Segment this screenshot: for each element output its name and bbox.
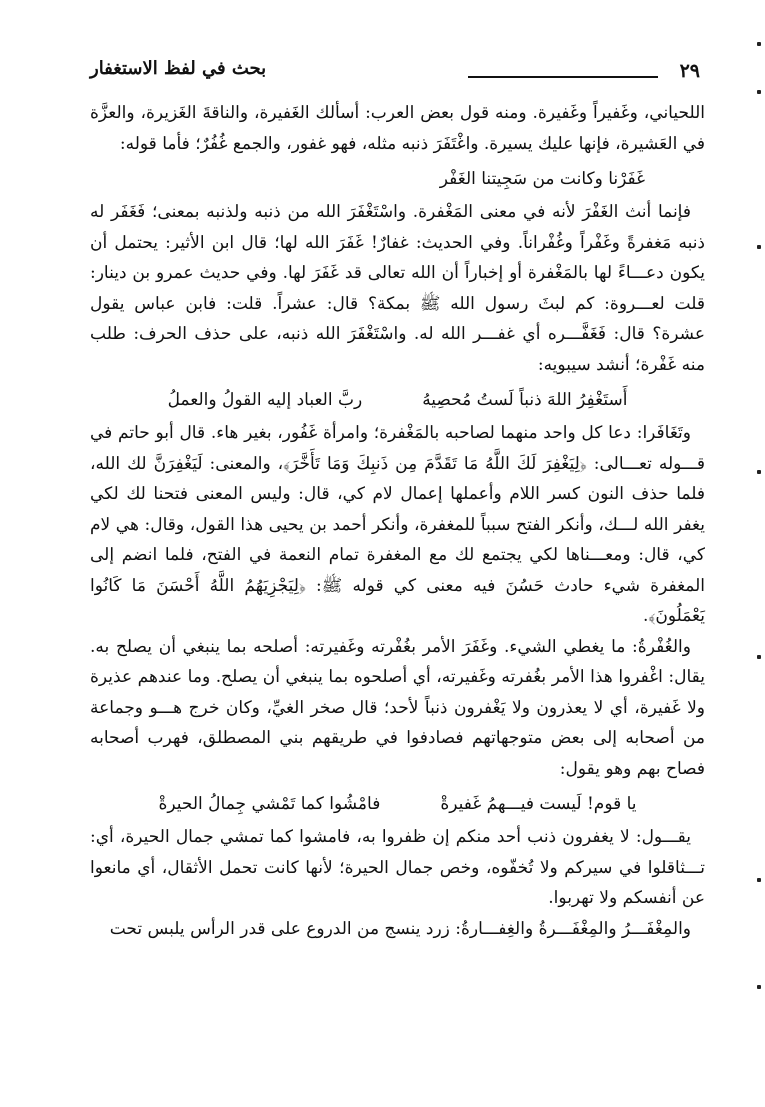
page-header — [90, 58, 700, 88]
paragraph: يقـــول: لا يغفرون ذنب أحد منكم إن ظفروا به، فامشوا كما تمشي جمال الحيرة، أي: تـــثاقلوا في سيركم ولا تُخفّوه، وخص جمال الحيرة؛ لأنها كانت تحمل الأثقال، أي مانعوا عن أنفسكم ولا تهربوا. — [90, 827, 705, 908]
paragraph: وتَغَافَرا: دعا كل واحد منهما لصاحبه بالمَغْفرة؛ وامرأة غَفُور، بغير هاء. قال أبو حاتم في قـــوله تعـــالى: ﴿لِيَغْفِرَ لَكَ اللَّهُ مَا تَقَدَّمَ مِن ذَنبِكَ وَمَا تَأَخَّرَ﴾، والمعنى: لَيَغْفِرَنَّ لك الله، فلما حذف النون كسر اللام وأعملها إعمال لام كي، قال: وليس المعنى فتحنا لك لكي يغفر الله لـــك، وأنكر الفتح سبباً للمغفرة، وأنكر أحمد بن يحيى هذا القول، وقال: هي لام كي، قال: ومعـــناها لكي يجتمع لك مع المغفرة تمام النعمة في الفتح، فلما انضم إلى المغفرة شيء حادث حَسُنَ فيه معنى كي قوله ﷺ: ﴿لِيَجْزِيَهُمُ اللَّهُ أَحْسَنَ مَا كَانُوا يَعْمَلُونَ﴾. — [90, 423, 705, 626]
margin-mark — [757, 878, 761, 882]
header-rule — [468, 76, 658, 78]
verse-hemistich-left: ربَّ العباد إليه القولُ والعملُ — [167, 390, 363, 410]
verse-line — [90, 384, 705, 416]
verse-hemistich-right: أَستَغْفِرُ اللهَ ذنباً لَستُ مُحصِيهُ — [422, 390, 628, 410]
margin-marks — [755, 0, 765, 1107]
running-title: بحث في لفظ الاستغفار — [90, 58, 267, 79]
verse-line — [90, 163, 705, 195]
margin-mark — [757, 245, 761, 249]
margin-mark — [757, 90, 761, 94]
page-number: ٢٩ — [679, 60, 700, 82]
margin-mark — [757, 985, 761, 989]
margin-mark — [757, 470, 761, 474]
paragraph: والمِغْفَـــرُ والمِغْفَـــرةُ والغِفـــارةُ: زرد ينسج من الدروع على قدر الرأس يلبس تحت — [109, 918, 691, 939]
paragraph: فإنما أنث الغَفْرَ لأنه في معنى المَغْفرة. واسْتَغْفَرَ الله من ذنبه ولذنبه بمعنى؛ فَغَفَر له ذنبه مَغفرةً وغَفْراً وغُفْراناً. وفي الحديث: غفارٌ! غَفَرَ الله لها؛ قال ابن الأثير: يحتمل أن يكون دعـــاءً لها بالمَغْفرة أو إخباراً أن الله تعالى قد غَفَرَ لها. وفي حديث عمرو بن دينار: قلت لعـــروة: كم لبثَ رسول الله ﷺ بمكة؟ قال: عشراً. قلت: فابن عباس يقول عشرة؟ قال: فَغَفَّـــره أي غفـــر الله له. واسْتَغْفَرَ الله ذنبه، على حذف الحرف: طلب منه غَفْرة؛ أنشد سيبويه: — [90, 202, 705, 375]
paragraph: والغُفْرةُ: ما يغطي الشيء. وغَفَرَ الأمر بغُفْرته وغَفيرته: أصلحه بما ينبغي أن يصلح به. يقال: اغْفروا هذا الأمر بغُفرته وغَفيرته، أي أصلحوه بما ينبغي أن يصلح. وما عندهم عذيرة ولا غَفيرة، أي لا يعذرون ولا يَغْفرون ذنباً لأحد؛ قال صخر الغيِّ، وكان خرج هـــو وجماعة من أصحابه إلى بعض متوجهاتهم فصادفوا في طريقهم بني المصطلق، فهرب أصحابه فصاح بهم وهو يقول: — [90, 636, 705, 779]
paragraph: اللحياني، وغَفيراً وغَفيرة. ومنه قول بعض العرب: أسألك الغَفيرة، والناقةَ الغَزيرة، والعزَّة في العَشيرة، فإنها عليك يسيرة. واغْتَفَرَ ذنبه مثله، فهو غفور، والجمع غُفُرٌ؛ فأما قوله: — [90, 103, 705, 154]
verse-line — [90, 788, 705, 820]
margin-mark — [757, 655, 761, 659]
verse-hemistich-left: فامْشُوا كما تَمْشي جِمالُ الحيرةْ — [158, 794, 381, 814]
verse-hemistich-right: يا قوم! لَيست فيـــهمُ غَفيرةْ — [440, 794, 637, 814]
body-text — [90, 98, 705, 944]
margin-mark — [757, 42, 761, 46]
verse-hemistich-right: غَفَرْنا وكانت من سَجِيتنا الغَفْر — [439, 169, 645, 189]
